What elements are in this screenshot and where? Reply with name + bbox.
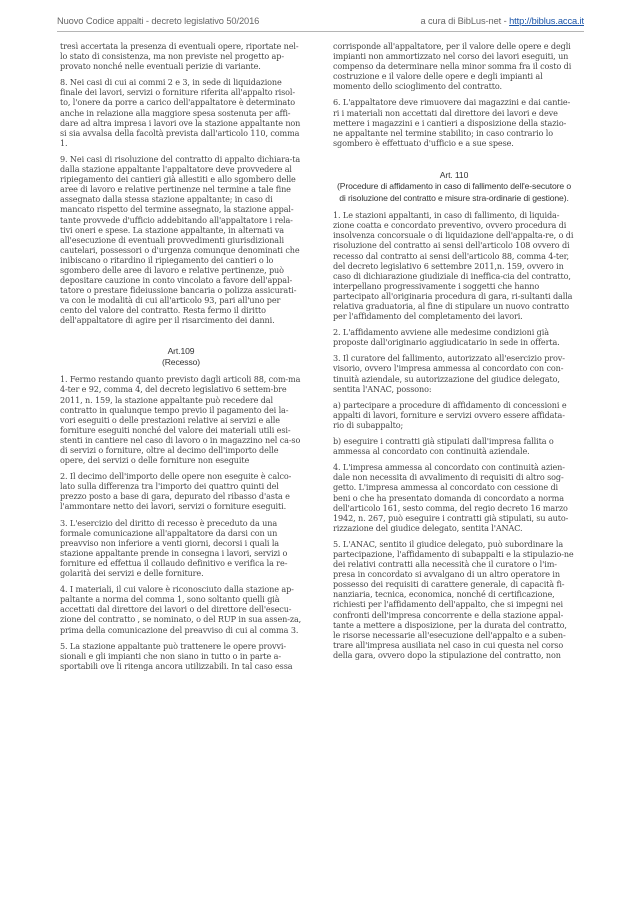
biblus-link[interactable]: http://biblus.acca.it [509, 16, 584, 26]
header-divider [57, 31, 584, 32]
paragraph: 3. Il curatore del fallimento, autorizzato all'esercizio prov-visorio, ovvero l'impresa ammessa al concordato con con-tinuità aziendale, su autorizzazione del giudice delegato, sentita l'ANAC, possono: [333, 353, 565, 394]
paragraph: 2. Il decimo dell'importo delle opere non eseguite è calco-lato sulla differenza tra l'importo dei quattro quinti del prezzo posto a base di gara, depurato del ribasso d'asta e l'ammontare netto dei lavori, servizi o forniture eseguiti. [60, 471, 292, 512]
header-credit-prefix: a cura di BibLus-net - [420, 16, 510, 26]
article-number: Art. 110 [439, 169, 469, 180]
left-column [60, 41, 302, 677]
paragraph: 2. L'affidamento avviene alle medesime condizioni già proposte dall'originario aggiudicatario in sede in offerta. [333, 327, 560, 348]
paragraph: b) eseguire i contratti già stipulati dall'impresa fallita o ammessa al concordato con continuità aziendale. [333, 436, 554, 457]
paragraph: 4. L'impresa ammessa al concordato con continuità azien-dale non necessita di avvalimento di requisiti di altro sog-getto. L'impresa ammessa al concordato con cessione di beni o che ha presentato domanda di concordato a norma dell'articolo 161, sesto comma, del regio decreto 16 marzo 1942, n. 267, può eseguire i contratti già stipulati, su auto-rizzazione del giudice delegato, sentita l'ANAC. [333, 462, 569, 533]
article-109-heading [60, 346, 302, 369]
right-column [333, 41, 575, 666]
header-title: Nuovo Codice appalti - decreto legislativo 50/2016 [57, 16, 260, 26]
paragraph: 1. Le stazioni appaltanti, in caso di fallimento, di liquida-zione coatta e concordato preventivo, ovvero procedura di insolvenza concorsuale o di liquidazione dell'appalta-re, o di risoluzione del contratto ai sensi dell'articolo 108 ovvero di recesso dal contratto ai sensi dell'articolo 88, comma 4-ter, del decreto legislativo 6 settembre 2011,n. 159, ovvero in caso di dichiarazione giudiziale di ineffica-cia del contratto, interpellano progressivamente i soggetti che hanno partecipato all'originaria procedura di gara, ri-sultanti dalla relativa graduatoria, al fine di stipulare un nuovo contratto per l'affidamento del completamento dei lavori. [333, 210, 574, 322]
paragraph: 9. Nei casi di risoluzione del contratto di appalto dichiara-ta dalla stazione appaltante l'appaltatore deve provvedere al ripiegamento dei cantieri già allestiti e allo sgombero delle aree di lavoro e relative pertinenze nel termine a tale fine assegnato dalla stessa stazione appaltante; in caso di mancato rispetto del termine assegnato, la stazione appal-tante provvede d'ufficio addebitando all'appaltatore i rela-tivi oneri e spese. La stazione appaltante, in alternati va all'esecuzione di eventuali provvedimenti giurisdizionali cautelari, possessori o d'urgenza comunque denominati che inibiscano o ritardino il ripiegamento dei cantieri o lo sgombero delle aree di lavoro e relative pertinenze, può depositare cauzione in conto vincolato a favore dell'appal-tatore o prestare fideiussione bancaria o polizza assicurati-va con le modalità di cui all'articolo 93, pari all'uno per cento del valore del contratto. Resta fermo il diritto dell'appaltatore di agire per il risarcimento dei danni. [60, 153, 301, 326]
paragraph: 8. Nei casi di cui ai commi 2 e 3, in sede di liquidazione finale dei lavori, servizi o forniture riferita all'appalto risol-to, l'onere da porre a carico dell'appaltatore è determinato anche in relazione alla maggiore spesa sostenuta per affi-dare ad altra impresa i lavori ove la stazione appaltante non si sia avvalsa della facoltà prevista dall'articolo 110, comma 1. [60, 77, 301, 148]
article-number: Art.109 [167, 345, 195, 356]
page-header [57, 12, 584, 28]
paragraph: a) partecipare a procedure di affidamento di concessioni e appalti di lavori, forniture e servizi ovvero essere affidata-rio di subappalto; [333, 399, 567, 430]
paragraph: 1. Fermo restando quanto previsto dagli articoli 88, com-ma 4-ter e 92, comma 4, del decreto legislativo 6 settem-bre 2011, n. 159, la stazione appaltante può recedere dal contratto in qualunque tempo previo il pagamento dei la-vori eseguiti o delle prestazioni relative ai servizi e alle forniture eseguiti nonché del valore dei materiali utili esi-stenti in cantiere nel caso di lavoro o in magazzino nel ca-so di servizi o forniture, oltre al decimo dell'importo delle opere, dei servizi o delle forniture non eseguite [60, 374, 301, 466]
paragraph: 5. La stazione appaltante può trattenere le opere provvi-sionali e gli impianti che non siano in tutto o in parte a-sportabili ove li ritenga ancora utilizzabili. In tal caso essa [60, 640, 293, 671]
paragraph: 6. L'appaltatore deve rimuovere dai magazzini e dai cantie-ri i materiali non accettati dal direttore dei lavori e deve mettere i magazzini e i cantieri a disposizione della stazio-ne appaltante nel termine stabilito; in caso contrario lo sgombero è effettuato d'ufficio e a sue spese. [333, 97, 571, 148]
paragraph: 3. L'esercizio del diritto di recesso è preceduto da una formale comunicazione all'appaltatore da darsi con un preavviso non inferiore a venti giorni, decorsi i quali la stazione appaltante prende in consegna i lavori, servizi o forniture ed effettua il collaudo definitivo e verifica la re-golarità dei servizi e delle forniture. [60, 517, 288, 579]
paragraph: 4. I materiali, il cui valore è riconosciuto dalla stazione ap-paltante a norma del comma 1, sono soltanto quelli già accettati dal direttore dei lavori o del direttore dell'esecu-zione del contratto , se nominato, o del RUP in sua assen-za, prima della comunicazione del preavviso di cui al comma 3. [60, 584, 302, 635]
article-title: (Procedure di affidamento in caso di fallimento dell'e-secutore o di risoluzione del contratto e misure stra-ordinarie di gestione). [337, 181, 571, 203]
article-title: (Recesso) [161, 356, 201, 367]
paragraph: tresì accertata la presenza di eventuali opere, riportate nel-lo stato di consistenza, ma non previste nel progetto ap-provato nonché nelle eventuali perizie di variante. [60, 41, 299, 72]
article-110-heading [333, 170, 575, 204]
paragraph: corrisponde all'appaltatore, per il valore delle opere e degli impianti non ammortizzato nel corso dei lavori eseguiti, un compenso da determinare nella minor somma fra il costo di costruzione e il valore delle opere e degli impianti al momento dello scioglimento del contratto. [333, 41, 572, 92]
paragraph: 5. L'ANAC, sentito il giudice delegato, può subordinare la partecipazione, l'affidamento di subappalti e la stipulazio-ne dei relativi contratti alla necessità che il curatore o l'im-presa in concordato si avvalgano di un altro operatore in possesso dei requisiti di carattere generale, di capacità fi-nanziaria, tecnica, economica, nonché di certificazione, richiesti per l'affidamento dell'appalto, che si impegni nei confronti dell'impresa concorrente e della stazione appal-tante a mettere a disposizione, per la durata del contratto, le risorse necessarie all'esecuzione dell'appalto e a suben-trare all'impresa ausiliata nel caso in cui questa nel corso della gara, ovvero dopo la stipulazione del contratto, non [333, 538, 574, 660]
header-credit [420, 16, 584, 26]
